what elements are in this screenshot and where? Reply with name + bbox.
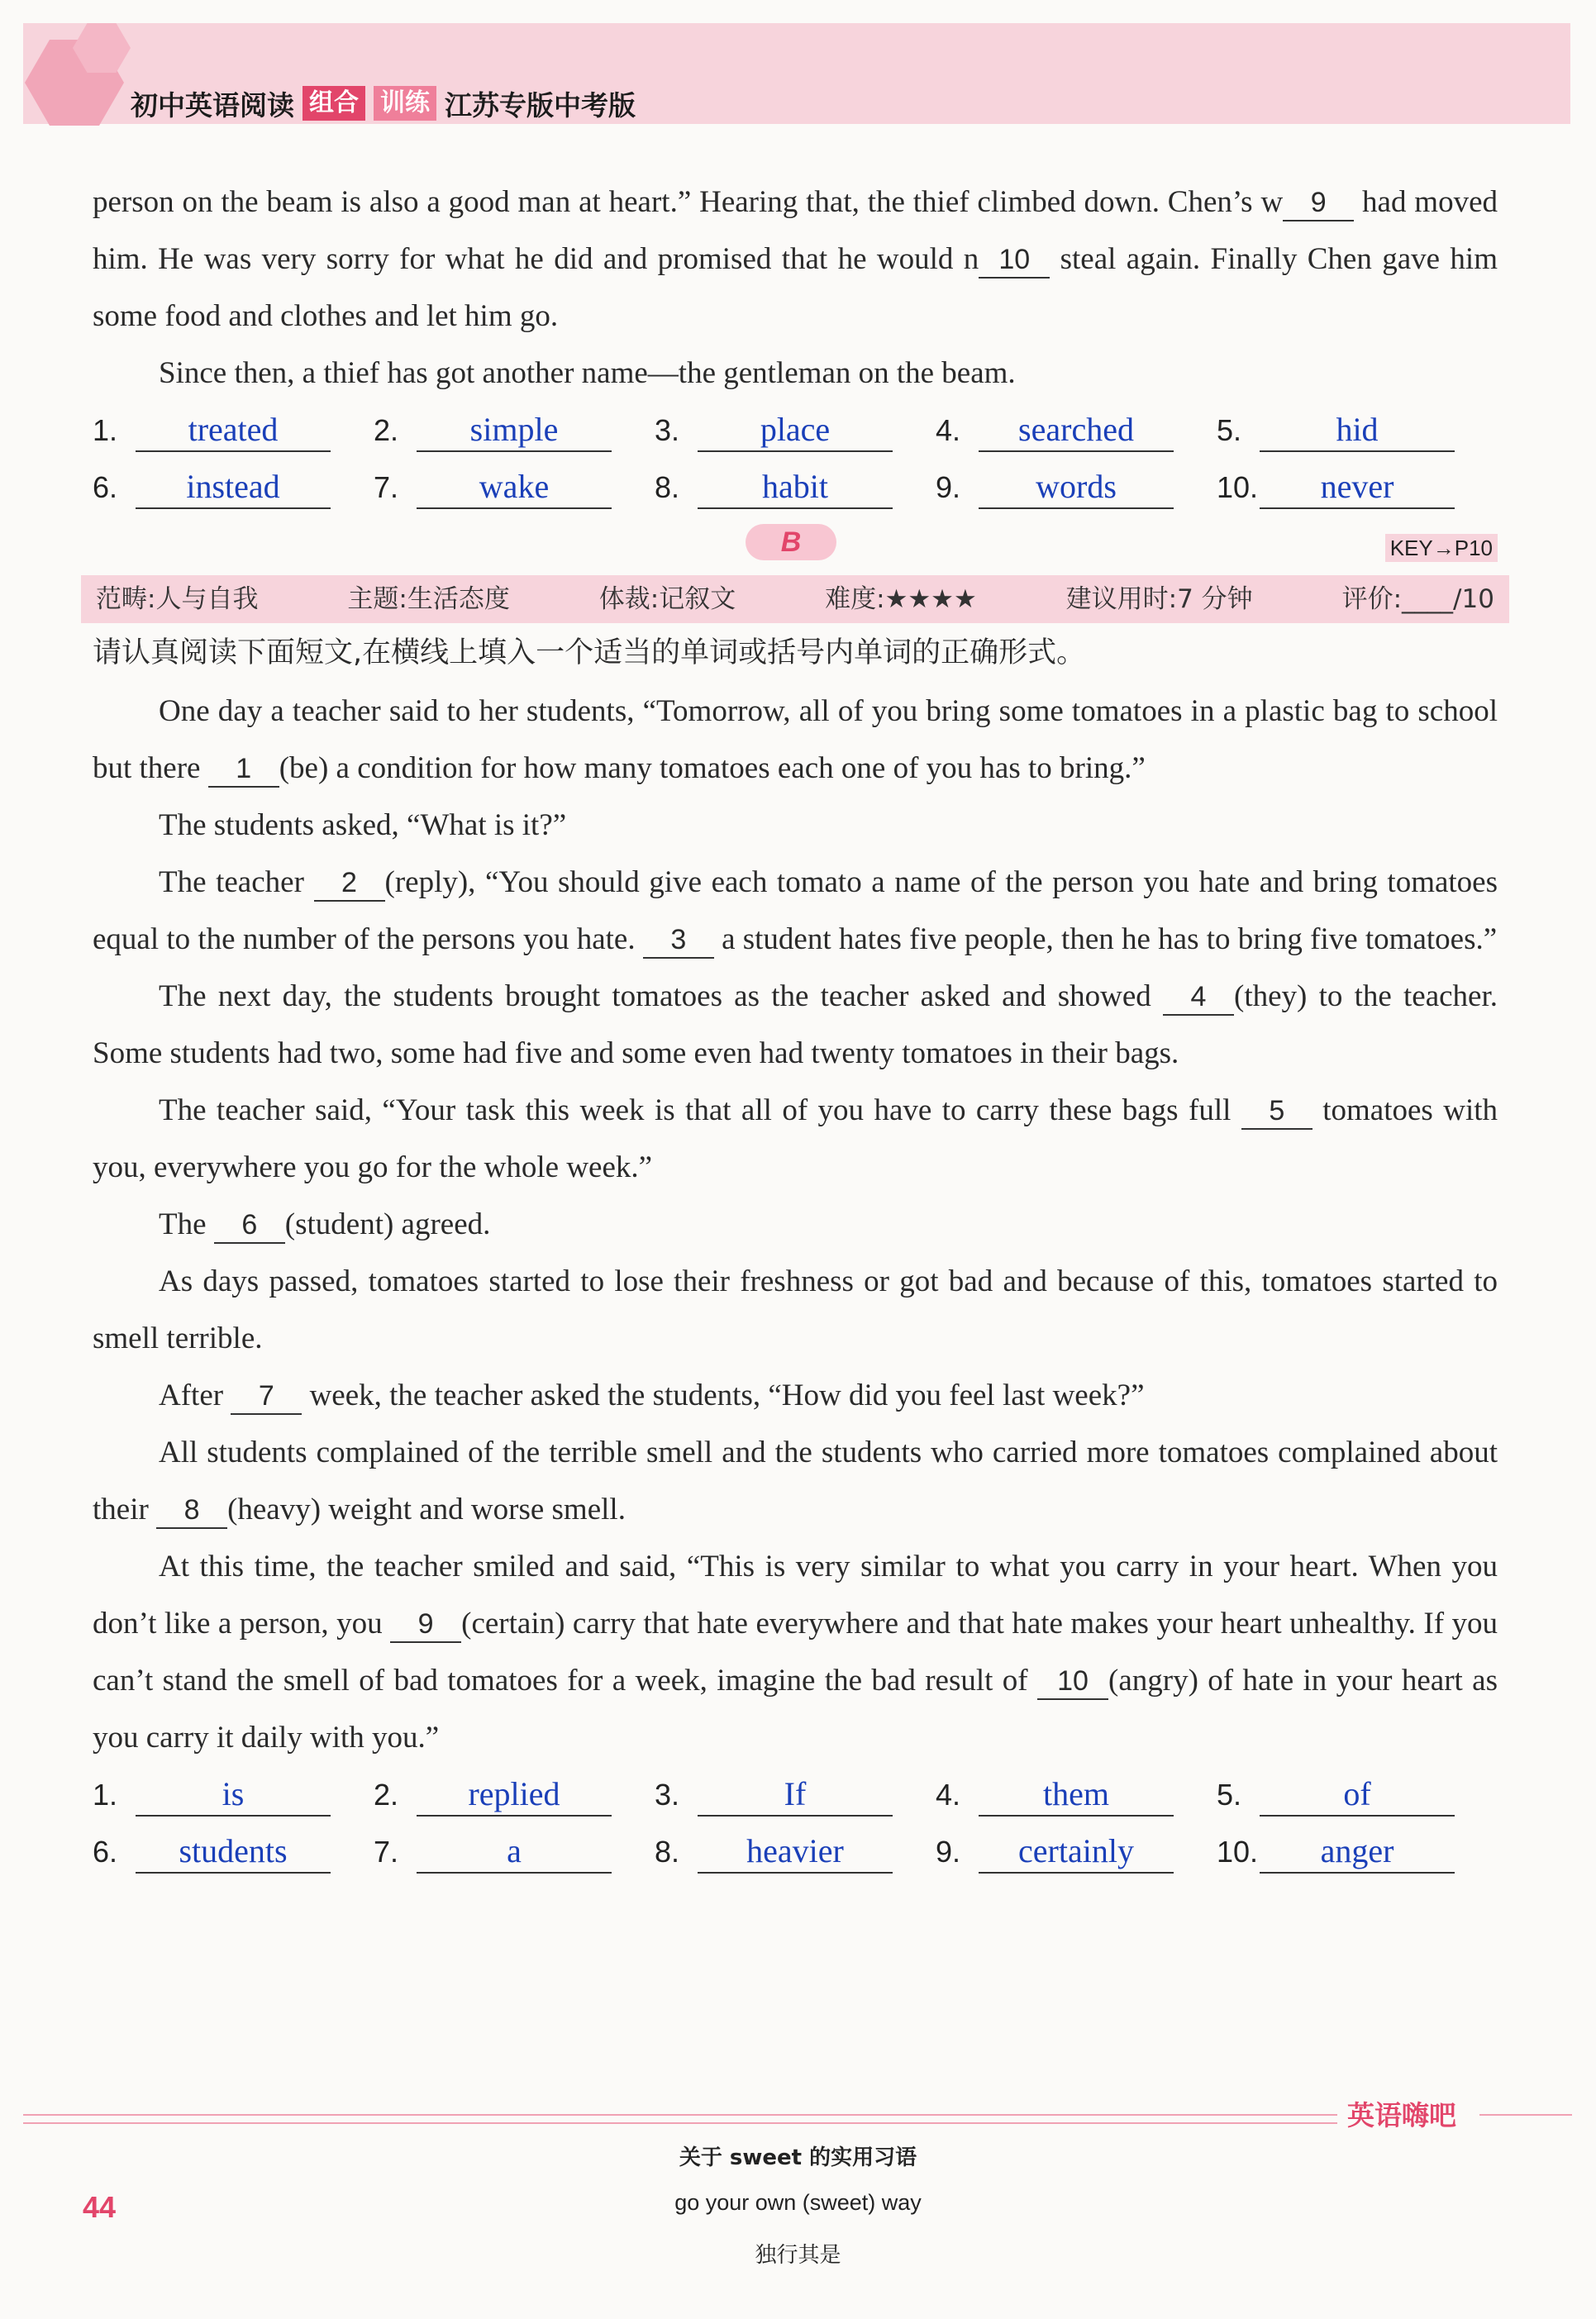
answer-item	[655, 1766, 936, 1823]
tag-combo: 组合	[303, 86, 365, 121]
footer-divider	[23, 2114, 1337, 2116]
answer-number: 9.	[936, 1835, 961, 1869]
answer-item	[936, 1823, 1217, 1880]
answer-number: 10.	[1217, 470, 1259, 504]
answer-item	[374, 1766, 655, 1823]
answer-number: 2.	[374, 1778, 399, 1812]
answer-word: simple	[417, 409, 612, 452]
answer-word: is	[136, 1774, 331, 1817]
text: (certain) carry that hate everywhere and that hate makes your heart unhealthy. If you can’t stand the smell of bad tomatoes for a week, imagine the bad result of	[93, 1607, 1498, 1698]
idiom-meaning: 独行其是	[755, 2243, 841, 2268]
answer-word: never	[1260, 466, 1455, 509]
part-b-answers	[93, 1766, 1498, 1880]
answer-word: hid	[1260, 409, 1455, 452]
answer-number: 5.	[1217, 1778, 1242, 1812]
genre: 体裁:记叙文	[598, 583, 736, 614]
text: At this time, the teacher smiled and said, “This is very similar to what you carry in your heart. When you don’t like a person, you	[93, 1550, 1498, 1640]
answer-word: If	[698, 1774, 893, 1817]
text: The teacher	[159, 865, 304, 899]
answer-number: 2.	[374, 413, 399, 447]
idiom-phrase: go your own (sweet) way	[674, 2190, 922, 2215]
blank-4: 4	[1163, 979, 1234, 1016]
answer-item	[936, 1766, 1217, 1823]
text: person on the beam is also a good man at heart.” Hearing that, the thief climbed down. Chen’s	[93, 185, 1253, 219]
answer-word: anger	[1260, 1831, 1455, 1874]
passage-paragraph	[93, 1538, 1498, 1766]
text: (student) agreed.	[284, 1207, 491, 1241]
passage-paragraph	[93, 1424, 1498, 1538]
passage-paragraph	[93, 1196, 1498, 1253]
score: 评价:____/10	[1341, 583, 1494, 614]
answer-word: them	[979, 1774, 1174, 1817]
blank-3: 3	[643, 922, 714, 959]
part-a-answers	[93, 402, 1498, 516]
answer-word: students	[136, 1831, 331, 1874]
text: (reply), “You should give each tomato a name of the person you hate and bring tomatoes equal to the number of the persons you hate.	[93, 865, 1498, 956]
answer-item	[1217, 402, 1498, 459]
answer-word: instead	[136, 466, 331, 509]
answer-item	[93, 402, 374, 459]
answer-number: 4.	[936, 1778, 961, 1812]
edition: 江苏专版中考版	[445, 89, 636, 121]
answer-word: replied	[417, 1774, 612, 1817]
answer-number: 9.	[936, 470, 961, 504]
answer-item	[374, 1823, 655, 1880]
passage-paragraph	[93, 1367, 1498, 1424]
answer-number: 7.	[374, 470, 399, 504]
answer-number: 8.	[655, 470, 680, 504]
answer-number: 1.	[93, 1778, 118, 1812]
answer-item	[1217, 1823, 1498, 1880]
page-number: 44	[83, 2190, 117, 2224]
text: steal again. Finally Chen gave him some food and clothes and let him go.	[93, 242, 1498, 333]
text: week, the teacher asked the students, “How did you feel last week?”	[309, 1379, 1145, 1412]
idiom-title: 关于 sweet 的实用习语	[679, 2145, 917, 2170]
answer-word: treated	[136, 409, 331, 452]
answer-item	[1217, 459, 1498, 516]
passage-paragraph: The students asked, “What is it?”	[159, 808, 567, 842]
answer-item	[374, 402, 655, 459]
blank-2: 2	[314, 865, 385, 902]
suggested-time: 建议用时:7 分钟	[1065, 583, 1253, 614]
answer-item	[936, 459, 1217, 516]
answer-item	[374, 459, 655, 516]
difficulty: 难度:★★★★	[825, 583, 977, 614]
answer-number: 10.	[1217, 1835, 1259, 1869]
page-content	[93, 174, 1498, 1880]
answer-number: 6.	[93, 1835, 118, 1869]
blank-8: 8	[156, 1493, 227, 1529]
answer-word: wake	[417, 466, 612, 509]
text: After	[159, 1379, 224, 1412]
blank-9: 9	[390, 1607, 461, 1643]
text: tomatoes with you, everywhere you go for the whole week.”	[93, 1093, 1498, 1184]
text: a student hates five people, then he has to bring five tomatoes.”	[722, 922, 1498, 956]
passage-paragraph: As days passed, tomatoes started to lose their freshness or got bad and because of this, tomatoes started to smell terrible.	[93, 1264, 1498, 1355]
page-header	[23, 23, 1570, 124]
answer-number: 3.	[655, 1778, 680, 1812]
footer-divider	[1479, 2114, 1572, 2116]
answer-word: place	[698, 409, 893, 452]
answer-item	[1217, 1766, 1498, 1823]
answer-item	[93, 1766, 374, 1823]
blank-6: 6	[214, 1207, 285, 1244]
blank-5: 5	[1241, 1093, 1313, 1130]
answer-number: 1.	[93, 413, 118, 447]
text: (be) a condition for how many tomatoes each one of you has to bring.”	[279, 751, 1146, 785]
section-b-heading	[93, 516, 1498, 569]
answer-word: of	[1260, 1774, 1455, 1817]
passage-paragraph	[93, 683, 1498, 797]
passage-paragraph	[93, 968, 1498, 1082]
answer-number: 6.	[93, 470, 118, 504]
answer-number: 8.	[655, 1835, 680, 1869]
text: (heavy) weight and worse smell.	[227, 1493, 626, 1526]
blank-10: 10	[1037, 1664, 1108, 1700]
text: (they) to the teacher. Some students had two, some had five and some even had twenty tomatoes in their bags.	[93, 979, 1498, 1070]
answer-word: heavier	[698, 1831, 893, 1874]
answer-key-ref: KEY→P10	[1385, 534, 1498, 562]
text: The	[159, 1207, 207, 1241]
part-a-paragraph	[93, 174, 1498, 345]
answer-number: 7.	[374, 1835, 399, 1869]
blank-9: 9	[1283, 185, 1354, 221]
answer-word: certainly	[979, 1831, 1174, 1874]
text: w	[1260, 185, 1284, 219]
answer-word: words	[979, 466, 1174, 509]
answer-item	[655, 459, 936, 516]
blank-10: 10	[979, 242, 1050, 279]
blank-7: 7	[231, 1379, 302, 1415]
answer-number: 3.	[655, 413, 680, 447]
text: (angry) of hate in your heart as you carry it daily with you.”	[93, 1664, 1498, 1755]
theme: 主题:生活态度	[347, 583, 510, 614]
text: The next day, the students brought tomatoes as the teacher asked and showed	[159, 979, 1151, 1013]
answer-number: 4.	[936, 413, 961, 447]
category: 范畴:人与自我	[96, 583, 259, 614]
part-a-paragraph: Since then, a thief has got another name—the gentleman on the beam.	[159, 356, 1016, 390]
footer-divider	[23, 2122, 1337, 2124]
passage-paragraph	[93, 1082, 1498, 1196]
answer-item	[655, 402, 936, 459]
text: The teacher said, “Your task this week is that all of you have to carry these bags full	[159, 1093, 1232, 1127]
answer-item	[93, 459, 374, 516]
blank-1: 1	[208, 751, 279, 788]
text: All students complained of the terrible smell and the students who carried more tomatoes complained about their	[93, 1436, 1498, 1526]
exercise-info-bar	[81, 575, 1509, 623]
book-name: 初中英语阅读	[131, 89, 294, 121]
tag-training: 训练	[374, 86, 436, 121]
instruction: 请认真阅读下面短文,在横线上填入一个适当的单词或括号内单词的正确形式。	[93, 636, 1086, 669]
answer-word: habit	[698, 466, 893, 509]
answer-number: 5.	[1217, 413, 1242, 447]
answer-item	[655, 1823, 936, 1880]
passage-paragraph	[93, 854, 1498, 968]
footer-brand: 英语嗨吧	[1347, 2099, 1456, 2131]
text: had moved him. He was very sorry for what he did and promised that he would n	[93, 185, 1498, 276]
answer-item	[936, 402, 1217, 459]
answer-item	[93, 1823, 374, 1880]
book-title	[131, 83, 636, 124]
section-b-label: B	[746, 524, 836, 560]
answer-word: a	[417, 1831, 612, 1874]
text: One day a teacher said to her students, “Tomorrow, all of you bring some tomatoes in a plastic bag to school but there	[93, 694, 1498, 785]
answer-word: searched	[979, 409, 1174, 452]
